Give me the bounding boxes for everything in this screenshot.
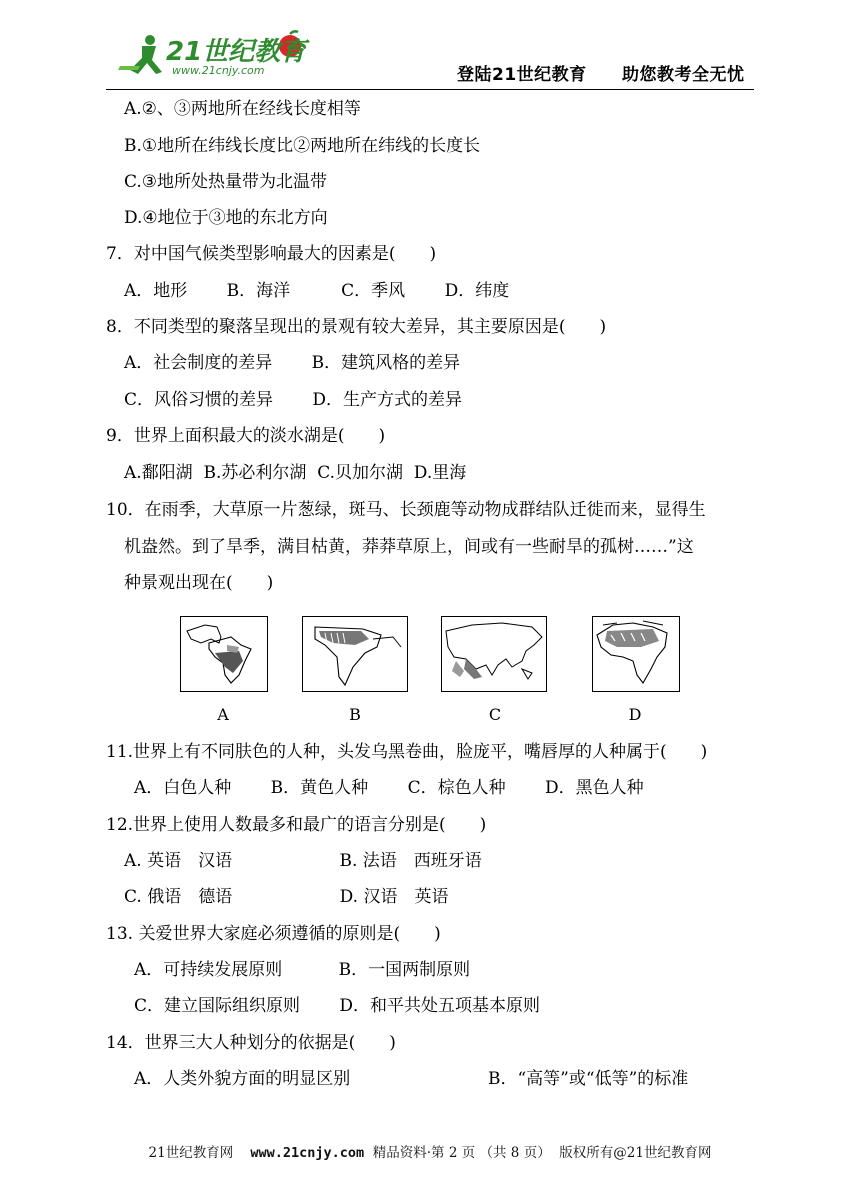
q9-options: A.鄱阳湖 B.苏必利尔湖 C.贝加尔湖 D.里海	[124, 463, 467, 483]
q8-options-ab: A．社会制度的差异 B．建筑风格的差异	[124, 353, 461, 373]
logo-url: www.21cnjy.com	[172, 64, 265, 77]
q6-option-c: C.③地所处热量带为北温带	[124, 172, 328, 192]
q11-stem: 11.世界上有不同肤色的人种，头发乌黑卷曲，脸庞平，嘴唇厚的人种属于( )	[106, 742, 708, 762]
map-label-b: B	[349, 705, 361, 724]
q10-stem-3: 种景观出现在( )	[124, 573, 274, 593]
q8-stem: 8．不同类型的聚落呈现出的景观有较大差异，其主要原因是( )	[106, 317, 607, 337]
africa-savanna-map	[180, 616, 268, 692]
q13-options-cd: C．建立国际组织原则 D．和平共处五项基本原则	[134, 996, 541, 1016]
map-label-a: A	[217, 705, 229, 724]
q13-options-ab: A．可持续发展原则 B．一国两制原则	[134, 960, 471, 980]
runner-icon	[118, 35, 162, 74]
q14-stem: 14．世界三大人种划分的依据是( )	[106, 1033, 396, 1053]
q10-stem-1: 10．在雨季，大草原一片葱绿，斑马、长颈鹿等动物成群结队迁徙而来，显得生	[106, 500, 706, 520]
page-footer	[0, 1141, 860, 1161]
q13-stem: 13. 关爱世界大家庭必须遵循的原则是( )	[106, 924, 441, 944]
footer-copyright: 版权所有@21世纪教育网	[559, 1145, 712, 1161]
q12-options-cd: C. 俄语 德语 D. 汉语 英语	[124, 887, 449, 907]
q14-option-b: B．“高等”或“低等”的标准	[488, 1069, 689, 1089]
footer-site: 21世纪教育网	[148, 1145, 234, 1161]
africa-north-map	[592, 616, 680, 692]
q10-stem-2: 机盎然。到了旱季，满目枯黄，莽莽草原上，间或有一些耐旱的孤树……”这	[124, 537, 694, 557]
q8-options-cd: C．风俗习惯的差异 D．生产方式的差异	[124, 390, 463, 410]
logo-text: 21世纪教育	[166, 37, 307, 67]
q12-stem: 12.世界上使用人数最多和最广的语言分别是( )	[106, 815, 487, 835]
q6-option-d: D.④地位于③地的东北方向	[124, 208, 328, 228]
q7-stem: 7．对中国气候类型影响最大的因素是( )	[106, 244, 437, 264]
footer-tagline: 精品资料·第 2 页 （共 8 页）	[372, 1145, 551, 1161]
page-header	[0, 0, 860, 95]
slogan-motto: 助您教考全无忧	[622, 65, 745, 85]
q14-option-a: A．人类外貌方面的明显区别	[134, 1069, 351, 1089]
slogan-login: 登陆21世纪教育	[457, 65, 587, 85]
q7-options: A．地形 B．海洋 C．季风 D．纬度	[124, 281, 510, 301]
header-divider	[106, 89, 754, 90]
q11-options: A．白色人种 B．黄色人种 C．棕色人种 D．黑色人种	[134, 778, 644, 798]
asia-map	[441, 616, 547, 692]
q6-option-b: B.①地所在纬线长度比②两地所在纬线的长度长	[124, 136, 481, 156]
q9-stem: 9．世界上面积最大的淡水湖是( )	[106, 426, 386, 446]
map-label-c: C	[488, 705, 502, 724]
footer-url: www.21cnjy.com	[250, 1145, 365, 1161]
south-america-map	[302, 616, 408, 692]
q6-option-a: A.②、③两地所在经线长度相等	[124, 99, 361, 119]
logo-21cnjy	[112, 30, 312, 82]
q12-options-ab: A. 英语 汉语 B. 法语 西班牙语	[124, 851, 482, 871]
map-label-d: D	[628, 705, 642, 724]
